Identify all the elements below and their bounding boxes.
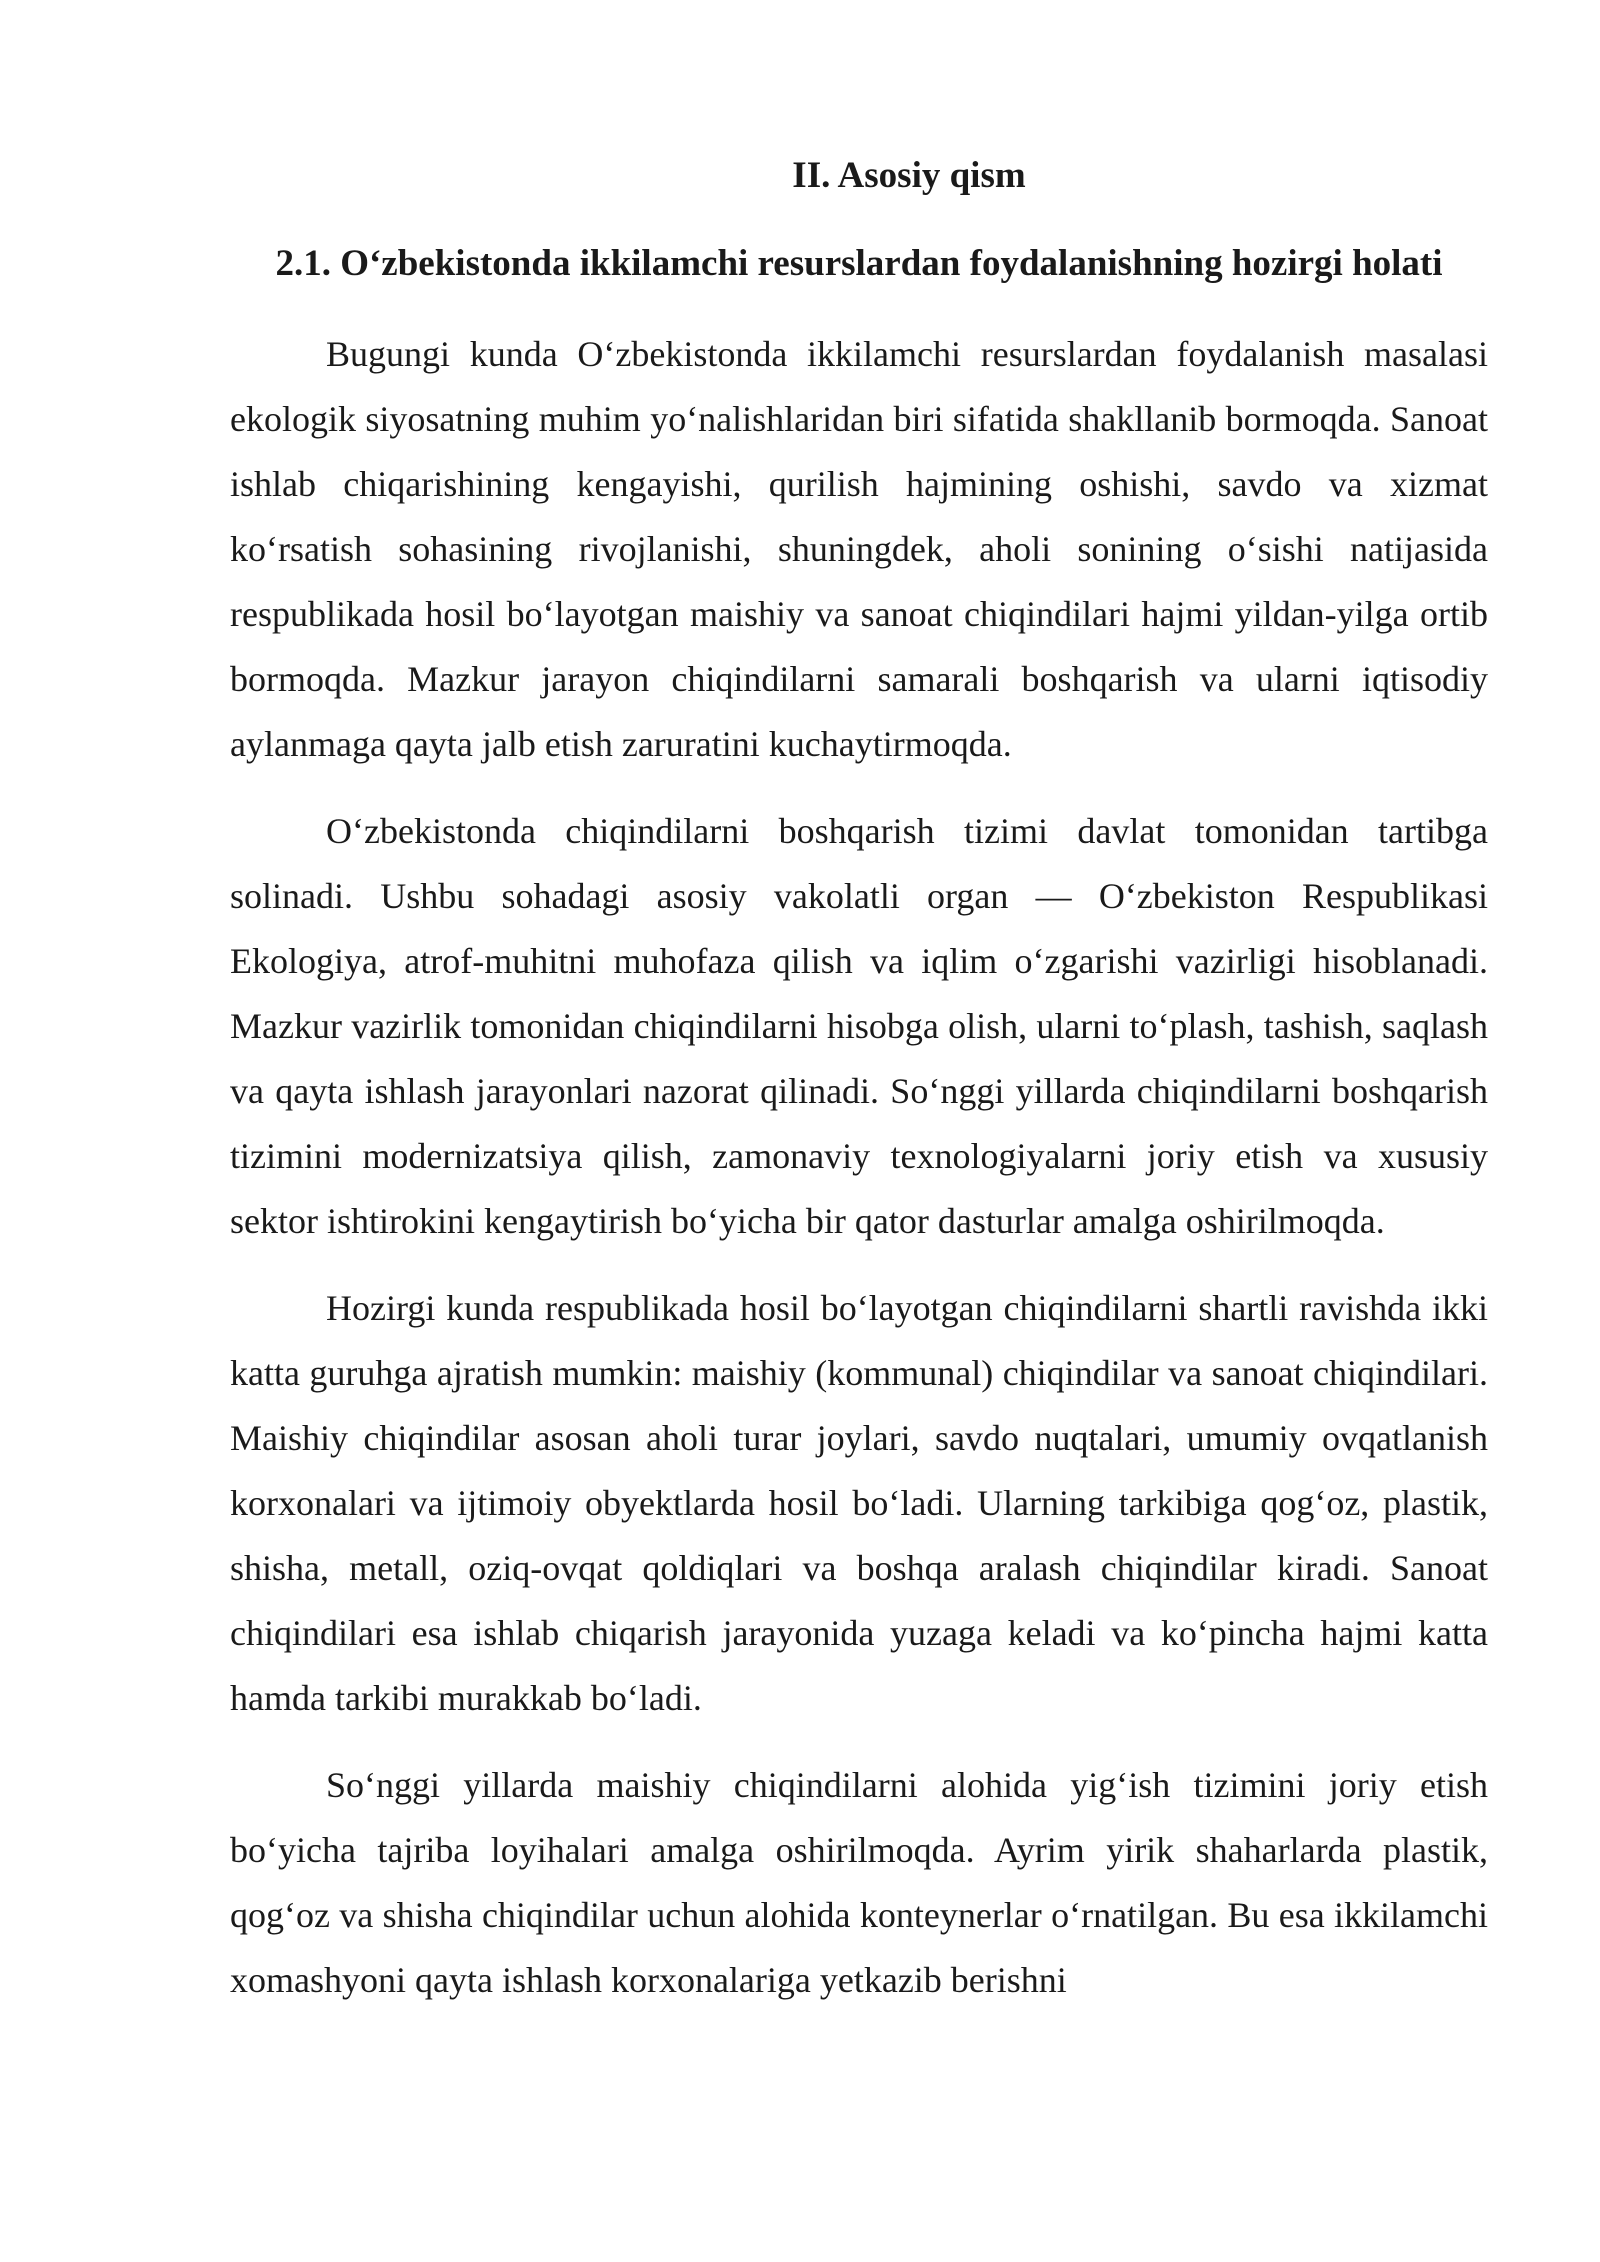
section-title: II. Asosiy qism	[792, 155, 1026, 196]
subsection-title: 2.1. O‘zbekistonda ikkilamchi resurslardan foydalanishning hozirgi holati	[275, 243, 1443, 284]
paragraph-3: Hozirgi kunda respublikada hosil bo‘layotgan chiqindilarni shartli ravishda ikki katta guruhga ajratish mumkin: maishiy (kommunal) chiqindilar va sanoat chiqindilari. Maishiy chiqindilar asosan aholi turar joylari, savdo nuqtalari, umumiy ovqatlanish korxonalari va ijtimoiy obyektlarda hosil bo‘ladi. Ularning tarkibiga qog‘oz, plastik, shisha, metall, oziq-ovqat qoldiqlari va boshqa aralash chiqindilar kiradi. Sanoat chiqindilari esa ishlab chiqarish jarayonida yuzaga keladi va ko‘pincha hajmi katta hamda tarkibi murakkab bo‘ladi.	[230, 1288, 1488, 1718]
paragraph-1: Bugungi kunda O‘zbekistonda ikkilamchi resurslardan foydalanish masalasi ekologik siyosatning muhim yo‘nalishlaridan biri sifatida shakllanib bormoqda. Sanoat ishlab chiqarishining kengayishi, qurilish hajmining oshishi, savdo va xizmat ko‘rsatish sohasining rivojlanishi, shuningdek, aholi sonining o‘sishi natijasida respublikada hosil bo‘layotgan maishiy va sanoat chiqindilari hajmi yildan-yilga ortib bormoqda. Mazkur jarayon chiqindilarni samarali boshqarish va ularni iqtisodiy aylanmaga qayta jalb etish zaruratini kuchaytirmoqda.	[230, 334, 1488, 764]
paragraph-2: O‘zbekistonda chiqindilarni boshqarish tizimi davlat tomonidan tartibga solinadi. Ushbu sohadagi asosiy vakolatli organ — O‘zbekiston Respublikasi Ekologiya, atrof-muhitni muhofaza qilish va iqlim o‘zgarishi vazirligi hisoblanadi. Mazkur vazirlik tomonidan chiqindilarni hisobga olish, ularni to‘plash, tashish, saqlash va qayta ishlash jarayonlari nazorat qilinadi. So‘nggi yillarda chiqindilarni boshqarish tizimini modernizatsiya qilish, zamonaviy texnologiyalarni joriy etish va xususiy sektor ishtirokini kengaytirish bo‘yicha bir qator dasturlar amalga oshirilmoqda.	[230, 811, 1488, 1241]
paragraph-4: So‘nggi yillarda maishiy chiqindilarni alohida yig‘ish tizimini joriy etish bo‘yicha tajriba loyihalari amalga oshirilmoqda. Ayrim yirik shaharlarda plastik, qog‘oz va shisha chiqindilar uchun alohida konteynerlar o‘rnatilgan. Bu esa ikkilamchi xomashyoni qayta ishlash korxonalariga yetkazib berishni	[230, 1765, 1488, 2000]
document-page	[230, 150, 1488, 2035]
